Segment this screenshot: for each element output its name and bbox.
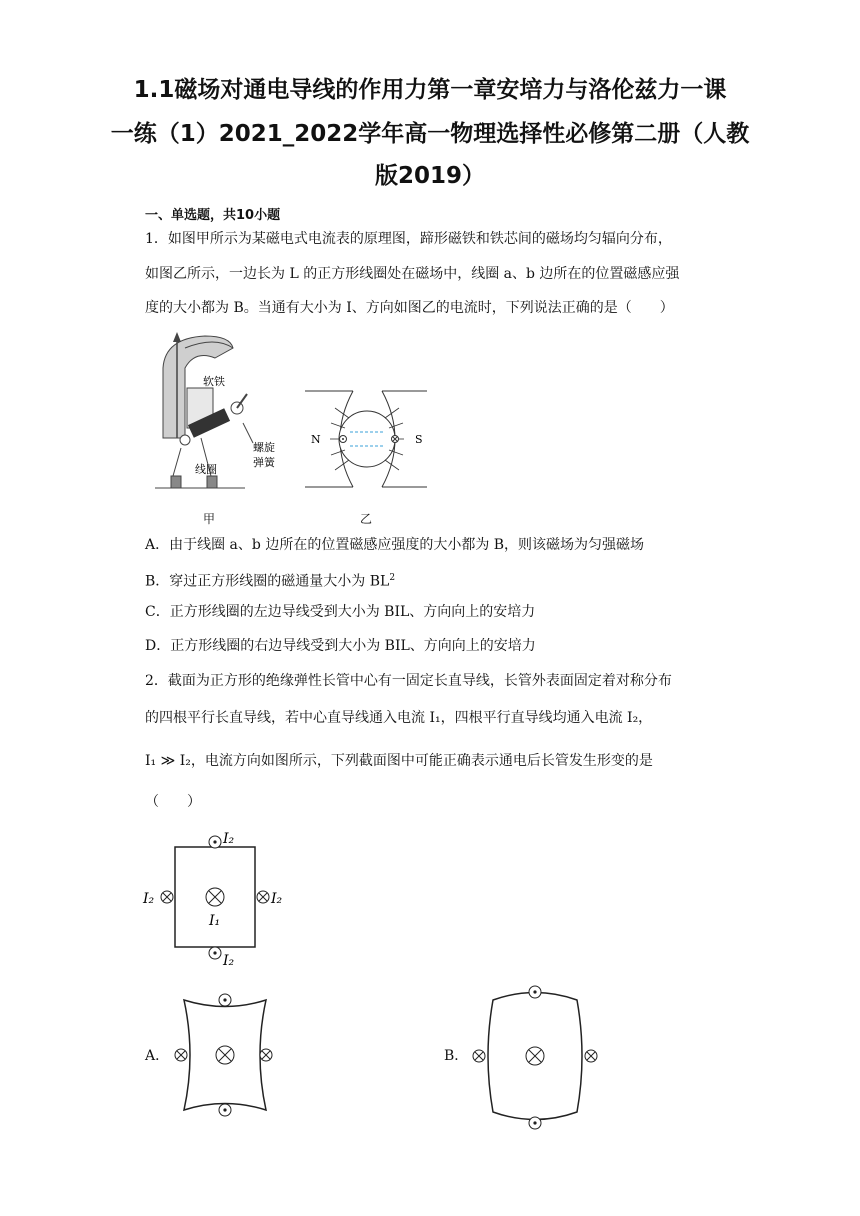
caption-jia: 甲 (203, 512, 216, 526)
q2-text-line2: 的四根平行长直导线，若中心直导线通入电流 I₁，四根平行直导线均通入电流 I₂， (145, 710, 653, 726)
label-i2-right: I₂ (271, 891, 283, 907)
q2-text-line4: （ ） (145, 794, 201, 810)
q1-option-a: A．由于线圈 a、b 边所在的位置磁感应强度的大小都为 B，则该磁场为匀强磁场 (145, 537, 645, 553)
page-title-line1: 1.1磁场对通电导线的作用力第一章安培力与洛伦兹力一课 (133, 77, 727, 103)
cross-symbol-right (257, 891, 269, 903)
q2-option-b-label: B． (444, 1048, 469, 1064)
q2-option-a-figure (170, 985, 280, 1125)
radial-field-figure (305, 388, 430, 493)
q2-option-a-label: A． (145, 1048, 170, 1064)
label-spring-1: 螺旋 (253, 441, 275, 454)
label-soft-iron: 软铁 (203, 375, 225, 388)
label-i2-top: I₂ (223, 831, 235, 847)
q1-option-c: C．正方形线圈的左边导线受到大小为 BIL、方向向上的安培力 (145, 604, 536, 620)
q2-text-line1: 2．截面为正方形的绝缘弹性长管中心有一固定长直导线，长管外表面固定着对称分布 (145, 673, 672, 689)
q2-square-figure (140, 825, 300, 970)
cross-symbol-left (161, 891, 173, 903)
q1-option-b: B．穿过正方形线圈的磁通量大小为 $BL^2$ (145, 573, 396, 590)
q1-text-line1: 1．如图甲所示为某磁电式电流表的原理图，蹄形磁铁和铁芯间的磁场均匀辐向分布， (145, 231, 672, 247)
label-coil: 线圈 (195, 463, 217, 476)
q2-text-line3: I₁ ≫ I₂，电流方向如图所示，下列截面图中可能正确表示通电后长管发生形变的是 (145, 753, 653, 769)
q1-text-line2: 如图乙所示，一边长为 L 的正方形线圈处在磁场中，线圈 a、b 边所在的位置磁感应强 (145, 266, 680, 282)
section-heading: 一、单选题，共10小题 (145, 208, 281, 223)
page-title-line3: 版2019） (374, 163, 485, 189)
label-s: S (415, 433, 423, 446)
caption-yi: 乙 (360, 512, 373, 526)
dot-symbol-top (209, 836, 221, 848)
label-spring-2: 弹簧 (253, 456, 275, 469)
dot-symbol-bottom (209, 947, 221, 959)
label-i2-left: I₂ (143, 891, 155, 907)
q2-option-b-figure (465, 980, 605, 1132)
galvanometer-figure (145, 328, 285, 498)
page-title-line2: 一练（1）2021_2022学年高一物理选择性必修第二册（人教 (110, 121, 750, 147)
cross-symbol-center (206, 888, 224, 906)
q1-option-d: D．正方形线圈的右边导线受到大小为 BIL、方向向上的安培力 (145, 638, 536, 654)
q1-text-line3: 度的大小都为 B。当通有大小为 I、方向如图乙的电流时，下列说法正确的是（ ） (145, 300, 674, 316)
label-i2-bottom: I₂ (223, 953, 235, 969)
label-n: N (311, 433, 321, 446)
label-i1: I₁ (209, 913, 221, 929)
